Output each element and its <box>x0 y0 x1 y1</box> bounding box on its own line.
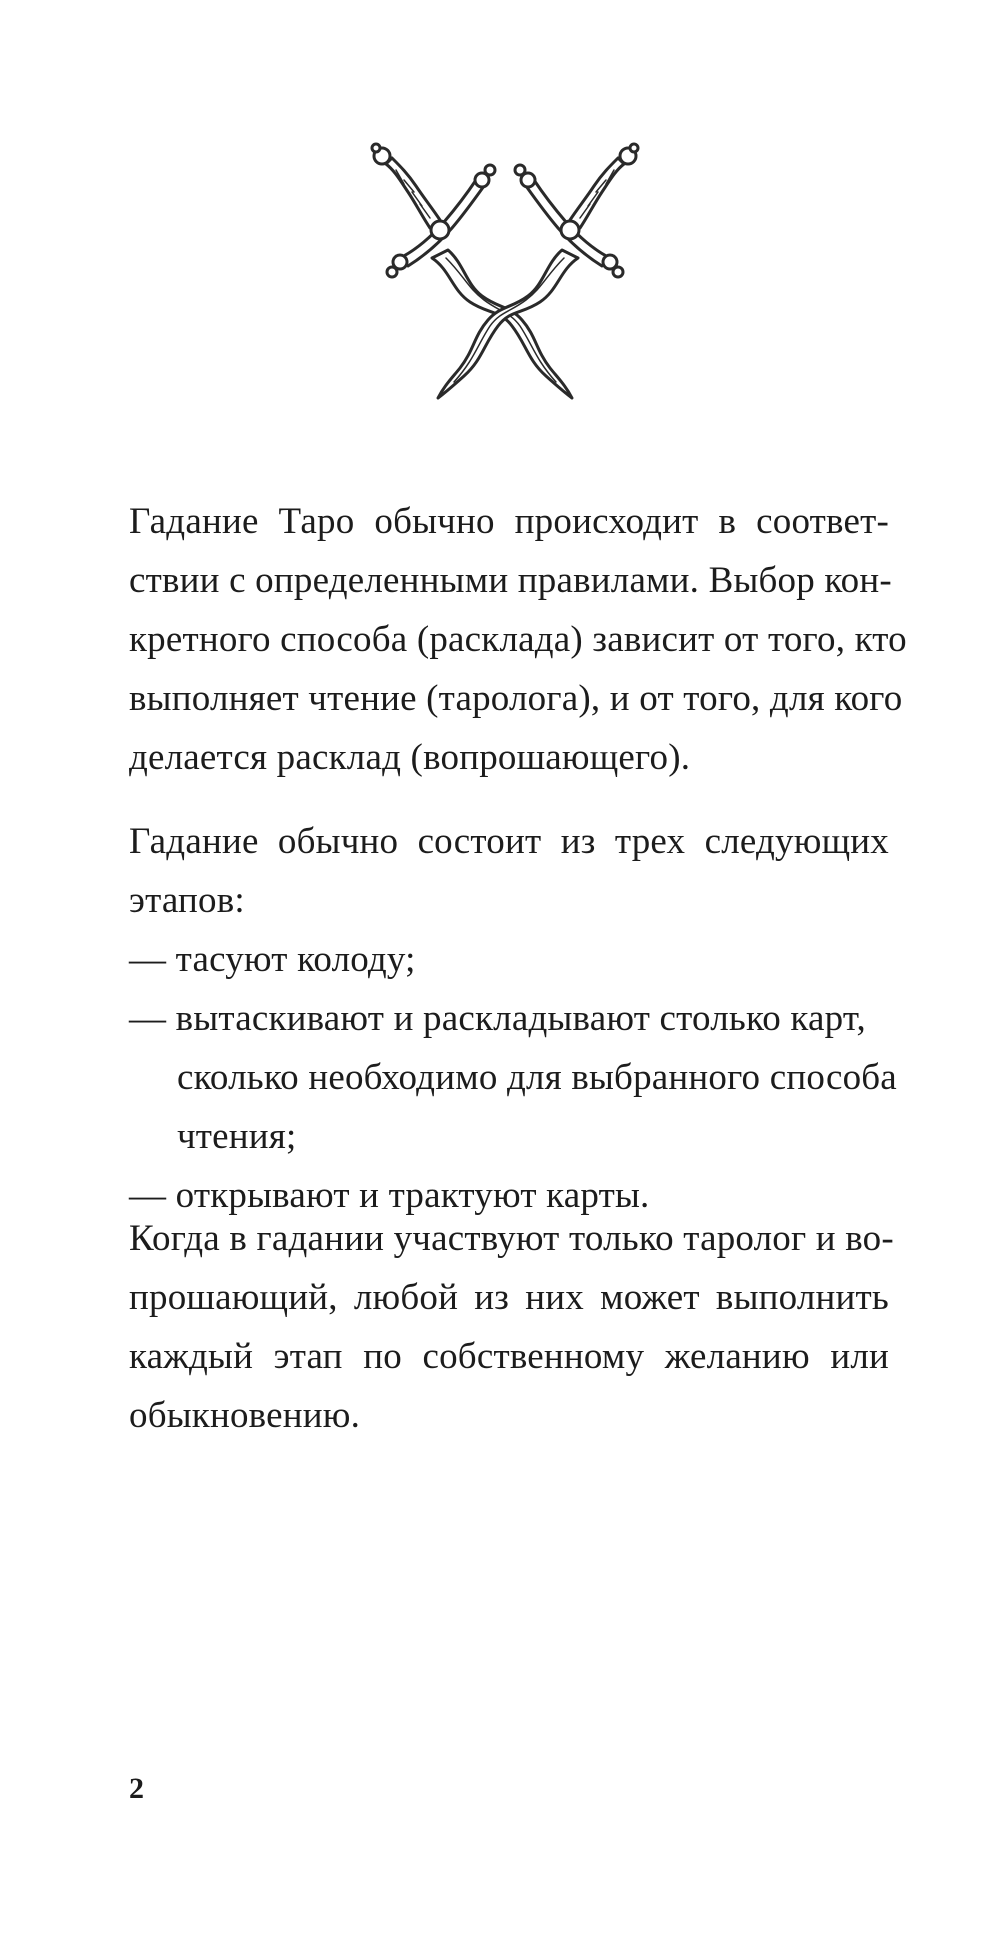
paragraph-line: выполняет чтение (таролога), и от того, для кого <box>129 678 903 719</box>
paragraph-intro <box>129 492 907 787</box>
paragraph-line: Когда в гадании участвуют только таролог и во- <box>129 1218 894 1259</box>
crossed-swords-icon <box>360 140 650 410</box>
paragraph-line: каждый этап по собственному желанию или <box>129 1336 889 1377</box>
paragraph-line: этапов: <box>129 880 245 921</box>
paragraph-line: кретного способа (расклада) зависит от того, кто <box>129 619 907 660</box>
list-item <box>129 930 889 989</box>
list-item <box>129 989 897 1166</box>
paragraph-line: прошающий, любой из них может выполнить <box>129 1277 889 1318</box>
list-item-text: — открывают и трактуют карты. <box>129 1175 650 1216</box>
paragraph-participants <box>129 1209 894 1445</box>
list-item-text: — тасуют колоду; <box>129 939 416 980</box>
paragraph-line: обыкновению. <box>129 1395 361 1436</box>
list-item-text: — вытаскивают и раскладывают столько карт, <box>129 998 866 1039</box>
paragraph-steps <box>129 812 897 1225</box>
list-item-text: чтения; <box>177 1116 297 1157</box>
paragraph-line: Гадание Таро обычно происходит в соответ- <box>129 501 889 542</box>
page-number: 2 <box>129 1772 144 1805</box>
paragraph-line: ствии с определенными правилами. Выбор кон- <box>129 560 892 601</box>
list-item-text: сколько необходимо для выбранного способа <box>177 1057 897 1098</box>
paragraph-line: делается расклад (вопрошающего). <box>129 737 691 778</box>
paragraph-line: Гадание обычно состоит из трех следующих <box>129 821 889 862</box>
